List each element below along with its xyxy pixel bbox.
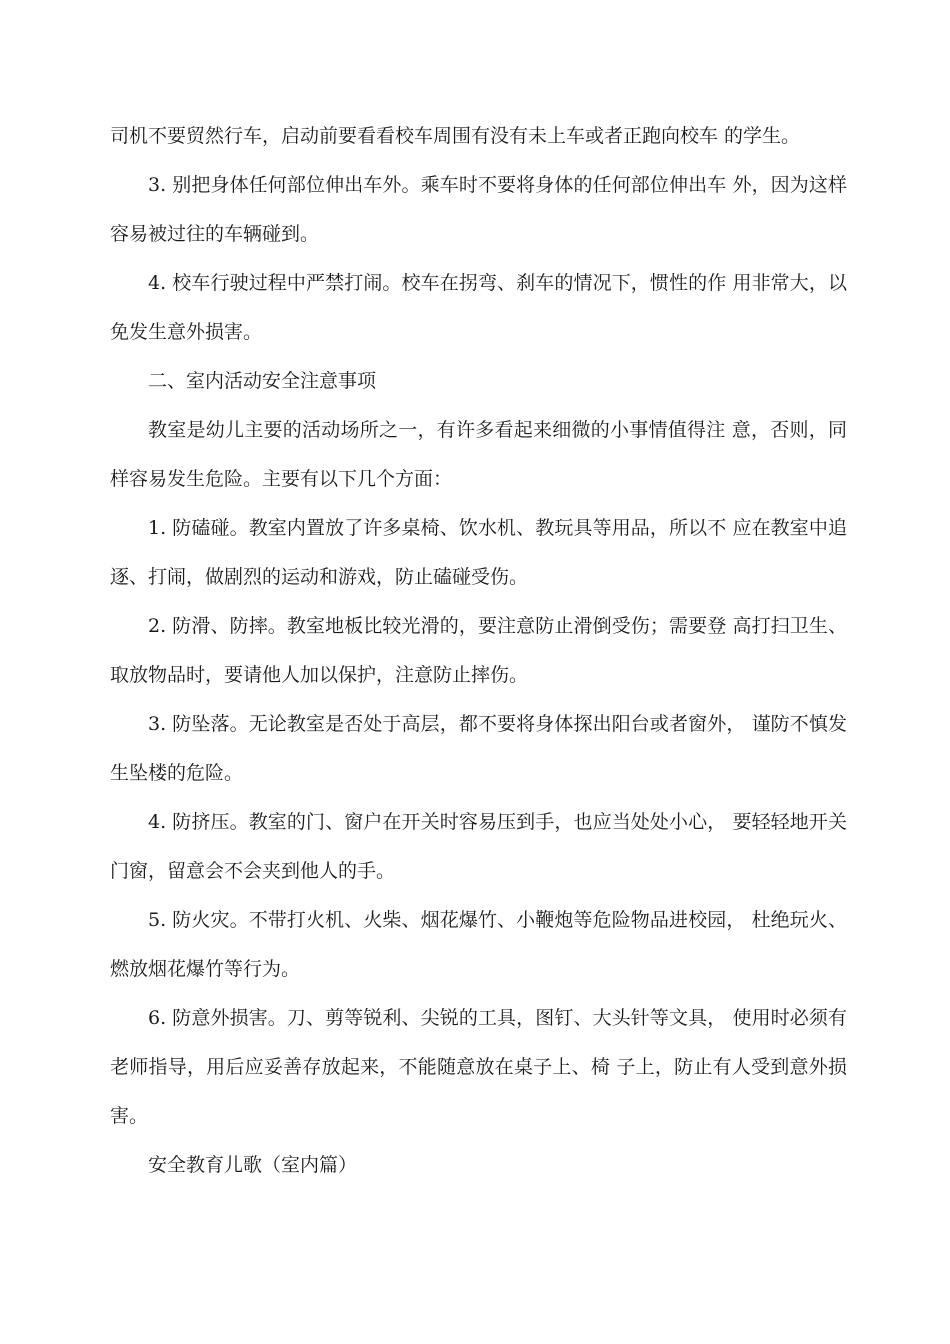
paragraph-item-4-no-horseplay: 4. 校车行驶过程中严禁打闹。校车在拐弯、刹车的情况下，惯性的作 用非常大，以免发生意外损害。 (110, 272, 847, 343)
paragraph-classroom-intro: 教室是幼儿主要的活动场所之一，有许多看起来细微的小事情值得注 意，否则，同样容易发生危险。主要有以下几个方面： (110, 419, 847, 490)
paragraph-item-3-no-limbs-outside: 3. 别把身体任何部位伸出车外。乘车时不要将身体的任何部位伸出车 外，因为这样容易被过往的车辆碰到。 (110, 174, 847, 245)
paragraph-item-3-fall-prevention: 3. 防坠落。无论教室是否处于高层，都不要将身体探出阳台或者窗外， 谨防不慎发生坠楼的危险。 (110, 713, 847, 784)
paragraph-item-5-fire-prevention: 5. 防火灾。不带打火机、火柴、烟花爆竹、小鞭炮等危险物品进校园， 杜绝玩火、燃放烟花爆竹等行为。 (110, 909, 847, 980)
section-heading-indoor-safety: 二、室内活动安全注意事项 (148, 370, 377, 392)
paragraph-item-6-injury-prevention: 6. 防意外损害。刀、剪等锐利、尖锐的工具，图钉、大头针等文具， 使用时必须有老师指导，用后应妥善存放起来，不能随意放在桌子上、椅 子上，防止有人受到意外损害。 (110, 1007, 847, 1127)
paragraph-item-2-slip-prevention: 2. 防滑、防摔。教室地板比较光滑的，要注意防止滑倒受伤；需要登 高打扫卫生、取放物品时，要请他人加以保护，注意防止摔伤。 (110, 615, 847, 686)
paragraph-continuation: 司机不要贸然行车，启动前要看看校车周围有没有未上车或者正跑向校车 的学生。 (110, 125, 801, 147)
paragraph-item-1-bump-prevention: 1. 防磕碰。教室内置放了许多桌椅、饮水机、教玩具等用品，所以不 应在教室中追逐、打闹，做剧烈的运动和游戏，防止磕碰受伤。 (110, 517, 847, 588)
subheading-safety-rhyme: 安全教育儿歌（室内篇） (148, 1154, 358, 1176)
document-body (110, 112, 847, 1190)
paragraph-item-4-pinch-prevention: 4. 防挤压。教室的门、窗户在开关时容易压到手，也应当处处小心， 要轻轻地开关门窗，留意会不会夹到他人的手。 (110, 811, 847, 882)
